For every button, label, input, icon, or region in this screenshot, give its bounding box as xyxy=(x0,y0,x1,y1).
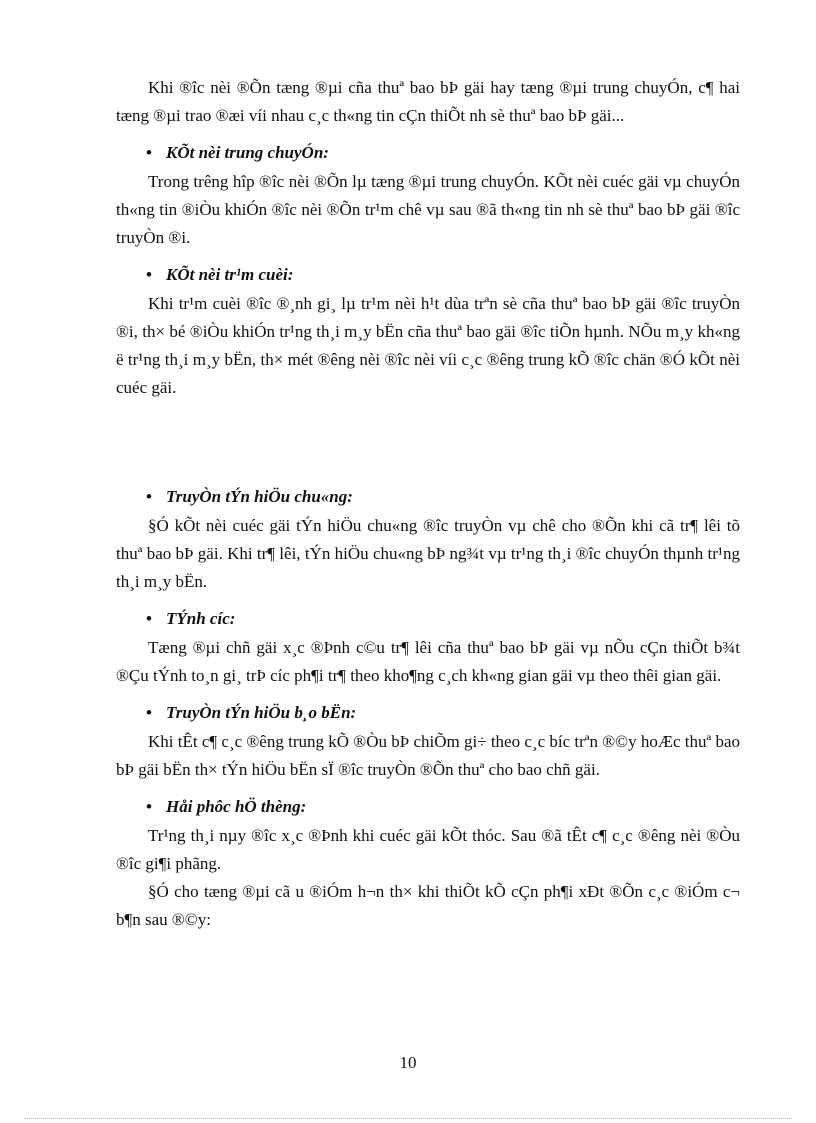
bullet-icon: • xyxy=(146,265,152,284)
bullet-icon: • xyxy=(146,703,152,722)
bullet-icon: • xyxy=(146,487,152,506)
heading-text: TruyÒn tÝn hiÖu b¸o bËn: xyxy=(166,703,357,722)
paragraph-busy-signal: Khi tÊt c¶ c¸c ®êng trung kÕ ®Òu bÞ chiÕm gi÷ theo c¸c bíc trªn ®©y hoÆc thuª bao bÞ gäi bËn th× tÝn hiÖu bËn sÏ ®îc truyÒn ®Õn thuª cho bao chñ gäi. xyxy=(116,732,740,779)
page-body xyxy=(116,74,740,934)
heading-billing xyxy=(116,604,740,634)
paragraph-billing: Tæng ®µi chñ gäi x¸c ®Þnh c©u tr¶ lêi cña thuª bao bÞ gäi vµ nÕu cÇn thiÕt b¾t ®Çu tÝnh to¸n gi¸ trÞ cíc ph¶i tr¶ theo kho¶ng c¸ch kh«ng gian gäi vµ theo thêi gian gäi. xyxy=(116,638,740,685)
paragraph-terminal-connection: Khi tr¹m cuèi ®îc ®¸nh gi¸ lµ tr¹m nèi h¹t dùa trªn sè cña thuª bao bÞ gäi ®îc truyÒn ®i, th× bé ®iÒu khiÓn tr¹ng th¸i m¸y bËn cña thuª bao gäi ®îc tiÕn hµnh. NÕu m¸y kh«ng ë tr¹ng th¸i m¸y bËn, th× mét ®êng nèi ®îc nèi víi c¸c ®êng trung kÕ ®îc chän ®Ó kÕt nèi cuéc gäi. xyxy=(116,294,740,397)
heading-ringing-signal xyxy=(116,482,740,512)
bullet-icon: • xyxy=(146,609,152,628)
heading-text: TruyÒn tÝn hiÖu chu«ng: xyxy=(166,487,353,506)
heading-terminal-connection xyxy=(116,260,740,290)
footer-divider xyxy=(24,1118,792,1119)
bullet-icon: • xyxy=(146,797,152,816)
heading-system-recovery xyxy=(116,792,740,822)
paragraph-system-recovery: Tr¹ng th¸i nµy ®îc x¸c ®Þnh khi cuéc gäi kÕt thóc. Sau ®ã tÊt c¶ c¸c ®êng nèi ®Òu ®îc gi¶i phãng. xyxy=(116,826,740,873)
section-gap xyxy=(116,402,740,474)
bullet-icon: • xyxy=(146,143,152,162)
paragraph-transit-connection: Trong trêng hîp ®îc nèi ®Õn lµ tæng ®µi trung chuyÓn. KÕt nèi cuéc gäi vµ chuyÓn th«ng tin ®iÒu khiÓn ®îc nèi ®Õn tr¹m chê vµ sau ®ã th«ng tin nh sè thuª bao bÞ gäi ®îc truyÒn ®i. xyxy=(116,172,740,247)
page-number: 10 xyxy=(399,1053,417,1072)
paragraph-call-connect: Khi ®îc nèi ®Õn tæng ®µi cña thuª bao bÞ gäi hay tæng ®µi trung chuyÓn, c¶ hai tæng ®µi trao ®æi víi nhau c¸c th«ng tin cÇn thiÕt nh sè thuª bao bÞ gäi... xyxy=(116,78,740,125)
heading-text: KÕt nèi tr¹m cuèi: xyxy=(166,265,294,284)
paragraph-ringing-signal: §Ó kÕt nèi cuéc gäi tÝn hiÖu chu«ng ®îc truyÒn vµ chê cho ®Õn khi cã tr¶ lêi tõ thuª bao bÞ gäi. Khi tr¶ lêi, tÝn hiÖu chu«ng bÞ ng¾t vµ tr¹ng th¸i ®îc chuyÓn thµnh tr¹ng th¸i m¸y bËn. xyxy=(116,516,740,591)
heading-transit-connection xyxy=(116,138,740,168)
heading-text: TÝnh cíc: xyxy=(166,609,236,628)
paragraph-design-points: §Ó cho tæng ®µi cã u ®iÓm h¬n th× khi thiÕt kÕ cÇn ph¶i xÐt ®Õn c¸c ®iÓm c¬ b¶n sau ®©y: xyxy=(116,882,740,929)
heading-busy-signal xyxy=(116,698,740,728)
heading-text: Håi phôc hÖ thèng: xyxy=(166,797,307,816)
heading-text: KÕt nèi trung chuyÓn: xyxy=(166,143,329,162)
